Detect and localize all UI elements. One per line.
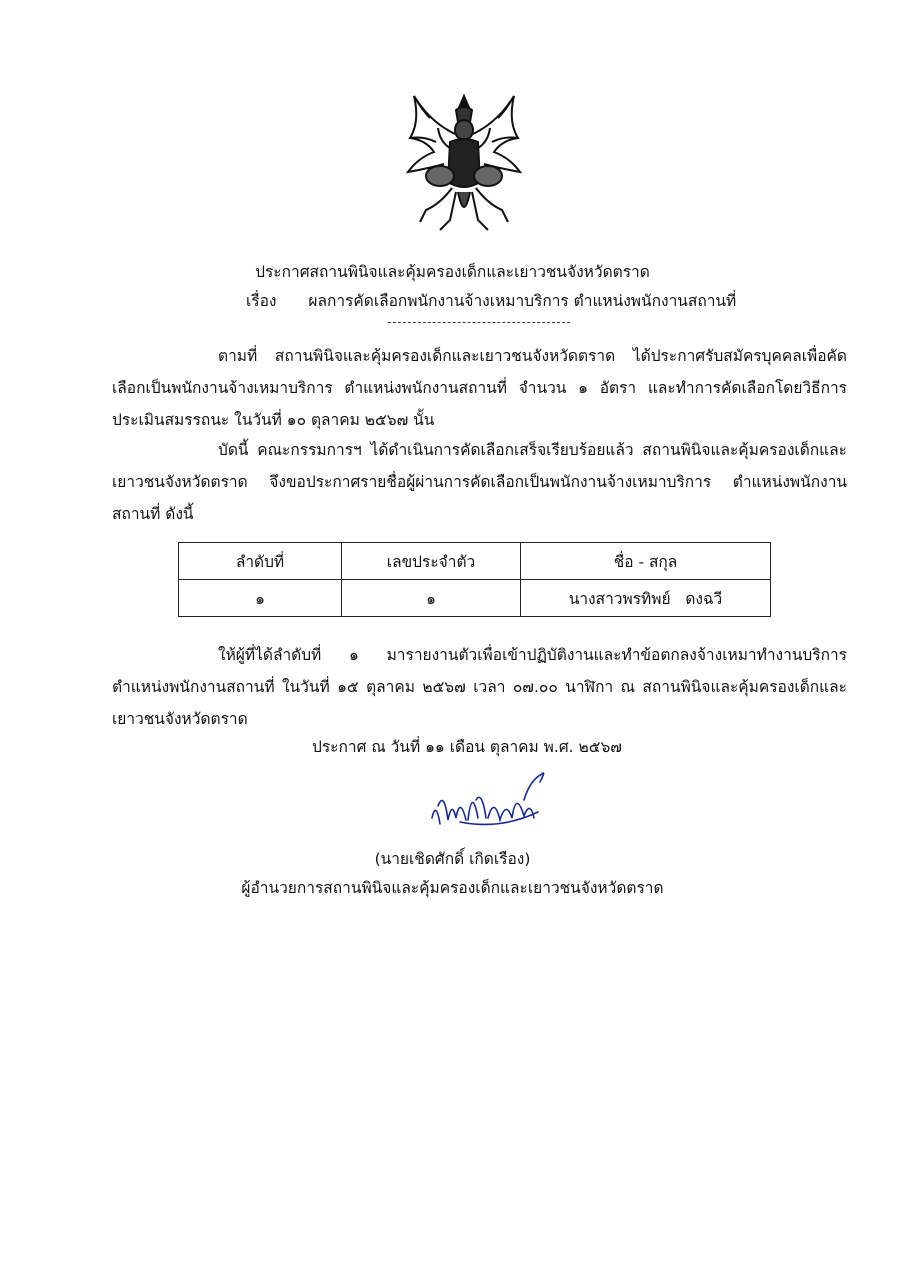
paragraph-recruitment: ตามที่ สถานพินิจและคุ้มครองเด็กและเยาวชนจังหวัดตราด ได้ประกาศรับสมัครบุคคลเพื่อคัดเลือกเป็นพนักงานจ้างเหมาบริการ ตำแหน่งพนักงานสถานที่ จำนวน ๑ อัตรา และทำการคัดเลือกโดยวิธีการประเมินสมรรถนะ ในวันที่ ๑๐ ตุลาคม ๒๕๖๗ นั้น <box>112 347 847 429</box>
table-row <box>179 580 771 617</box>
table-header-row <box>179 543 771 580</box>
signer-name: (นายเชิดศักดิ์ เกิดเรือง) <box>374 850 531 868</box>
subject-text: ผลการคัดเลือกพนักงานจ้างเหมาบริการ ตำแหน่งพนักงานสถานที่ <box>308 292 737 310</box>
table-header-cell: ชื่อ - สกุล <box>521 543 771 580</box>
subject-label: เรื่อง <box>246 292 277 310</box>
table-cell: ๑ <box>179 580 342 617</box>
paragraph-report: ให้ผู้ที่ได้ลำดับที่ ๑ มารายงานตัวเพื่อเข้าปฏิบัติงานและทำข้อตกลงจ้างเหมาทำงานบริการ ตำแหน่งพนักงานสถานที่ ในวันที่ ๑๕ ตุลาคม ๒๕๖๗ เวลา ๐๗.๐๐ นาฬิกา ณ สถานพินิจและคุ้มครองเด็กและเยาวชนจังหวัดตราด <box>112 646 847 728</box>
paragraph-result: บัดนี้ คณะกรรมการฯ ได้ดำเนินการคัดเลือกเสร็จเรียบร้อยแล้ว สถานพินิจและคุ้มครองเด็กและเยาวชนจังหวัดตราด จึงขอประกาศรายชื่อผู้ผ่านการคัดเลือกเป็นพนักงานจ้างเหมาบริการ ตำแหน่งพนักงานสถานที่ ดังนี้ <box>112 441 847 523</box>
signature <box>420 760 560 840</box>
signer-position: ผู้อำนวยการสถานพินิจและคุ้มครองเด็กและเยาวชนจังหวัดตราด <box>241 879 664 897</box>
table-header-cell: ลำดับที่ <box>179 543 342 580</box>
table-cell: ๑ <box>342 580 521 617</box>
subject-line <box>246 290 736 312</box>
table-cell: นางสาวพรทิพย์ ดงฉวี <box>521 580 771 617</box>
garuda-emblem-icon <box>400 92 528 234</box>
selection-result-table <box>178 542 771 617</box>
title-divider <box>388 322 570 323</box>
announcement-title: ประกาศสถานพินิจและคุ้มครองเด็กและเยาวชนจังหวัดตราด <box>255 263 650 281</box>
announce-date: ประกาศ ณ วันที่ ๑๑ เดือน ตุลาคม พ.ศ. ๒๕๖๗ <box>312 738 622 756</box>
table-header-cell: เลขประจำตัว <box>342 543 521 580</box>
